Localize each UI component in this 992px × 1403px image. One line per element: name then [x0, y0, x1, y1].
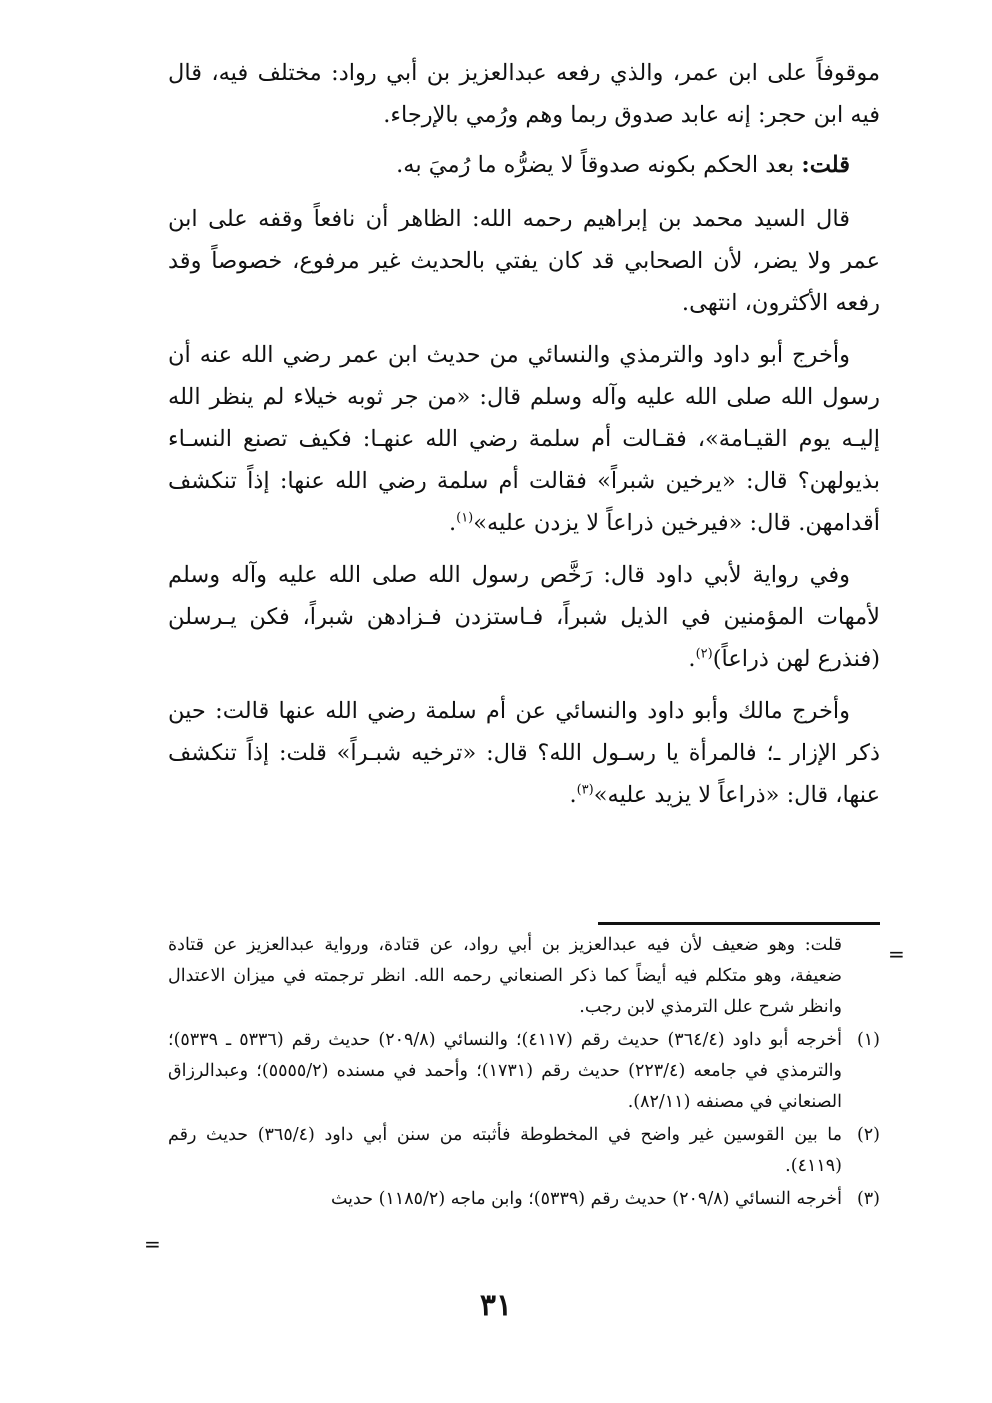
paragraph-6-text: وأخرج مالك وأبو داود والنسائي عن أم سلمة رضي الله عنها قالت: حين ذكر الإزار ـ؛ فالمرأة يا رسـول الله؟ قال: «ترخيه شبـراً» قلت: إذاً تنكشف عنها، قال: «ذراعاً لا يزيد عليه» [168, 698, 880, 808]
qult-label: قلت: [801, 152, 850, 178]
footnote-2-number: (٢) [856, 1125, 880, 1145]
paragraph-3 [168, 198, 880, 324]
footnote-ref-2[interactable]: (٢) [695, 646, 713, 662]
footnote-continuation [168, 930, 880, 1023]
footnotes [168, 930, 880, 1217]
paragraph-4-end: . [448, 510, 457, 536]
continuation-mark-top: = [888, 942, 905, 966]
continuation-mark-bottom: = [144, 1232, 161, 1256]
footnote-separator [598, 922, 880, 925]
paragraph-4 [168, 334, 880, 544]
footnote-1-text: أخرجه أبو داود (٣٦٤/٤) حديث رقم (٤١١٧)؛ والنسائي (٢٠٩/٨) حديث رقم (٥٣٣٦ ـ ٥٣٣٩)؛ والترمذي في جامعه (٢٢٣/٤) حديث رقم (١٧٣١)؛ وأحمد في مسنده (٥٥٥٥/٢)؛ وعبدالرزاق الصنعاني في مصنفه (٨٢/١١). [168, 1030, 842, 1112]
paragraph-3-text: قال السيد محمد بن إبراهيم رحمه الله: الظاهر أن نافعاً وقفه على ابن عمر ولا يضر، لأن الصحابي قد كان يفتي بالحديث غير مرفوع، خصوصاً وقد رفعه الأكثرون، انتهى. [168, 206, 880, 316]
paragraph-2 [168, 144, 880, 186]
paragraph-5-end: . [688, 646, 696, 672]
footnote-1 [168, 1025, 880, 1118]
paragraph-1 [168, 52, 880, 136]
footnote-continuation-text: قلت: وهو ضعيف لأن فيه عبدالعزيز بن أبي رواد، عن قتادة، ورواية عبدالعزيز عن قتادة ضعيفة، وهو متكلم فيه أيضاً كما ذكر الصنعاني رحمه الله. انظر ترجمته في ميزان الاعتدال وانظر شرح علل الترمذي لابن رجب. [168, 935, 842, 1017]
paragraph-1-text: موقوفاً على ابن عمر، والذي رفعه عبدالعزيز بن أبي رواد: مختلف فيه، قال فيه ابن حجر: إنه عابد صدوق ربما وهم ورُمي بالإرجاء. [168, 60, 880, 128]
page-number: ٣١ [479, 1288, 513, 1323]
paragraph-6-end: . [569, 782, 577, 808]
paragraph-5-text: وفي رواية لأبي داود قال: رَخَّص رسول الله صلى الله عليه وآله وسلم لأمهات المؤمنين في الذيل شبراً، فـاستزدن فـزادهن شبراً، فكن يـرسلن (فنذرع لهن ذراعاً) [168, 562, 880, 672]
footnote-2-text: ما بين القوسين غير واضح في المخطوطة فأثبته من سنن أبي داود (٣٦٥/٤) حديث رقم (٤١١٩). [168, 1125, 842, 1176]
footnote-ref-3[interactable]: (٣) [576, 782, 594, 798]
footnote-3 [168, 1184, 880, 1215]
footnote-1-number: (١) [856, 1030, 880, 1050]
footnote-3-text: أخرجه النسائي (٢٠٩/٨) حديث رقم (٥٣٣٩)؛ وابن ماجه (١١٨٥/٢) حديث [330, 1189, 842, 1209]
paragraph-4-text: وأخرج أبو داود والترمذي والنسائي من حديث ابن عمر رضي الله عنه أن رسول الله صلى الله عليه وآله وسلم قال: «من جر ثوبه خيلاء لم ينظر الله إليـه يوم القيـامة»، فقـالت أم سلمة رضي الله عنهـا: فكيف تصنع النسـاء بذيولهن؟ قال: «يرخين شبراً» فقالت أم سلمة رضي الله عنها: إذاً تنكشف أقدامهن. قال: «فيرخين ذراعاً لا يزدن عليه» [168, 342, 880, 536]
main-text [168, 52, 880, 826]
footnote-3-number: (٣) [856, 1189, 880, 1209]
footnote-ref-1[interactable]: (١) [456, 510, 474, 526]
paragraph-2-text: بعد الحكم بكونه صدوقاً لا يضرُّه ما رُميَ به. [396, 152, 802, 178]
footnote-2 [168, 1120, 880, 1182]
paragraph-6 [168, 690, 880, 816]
paragraph-5 [168, 554, 880, 680]
